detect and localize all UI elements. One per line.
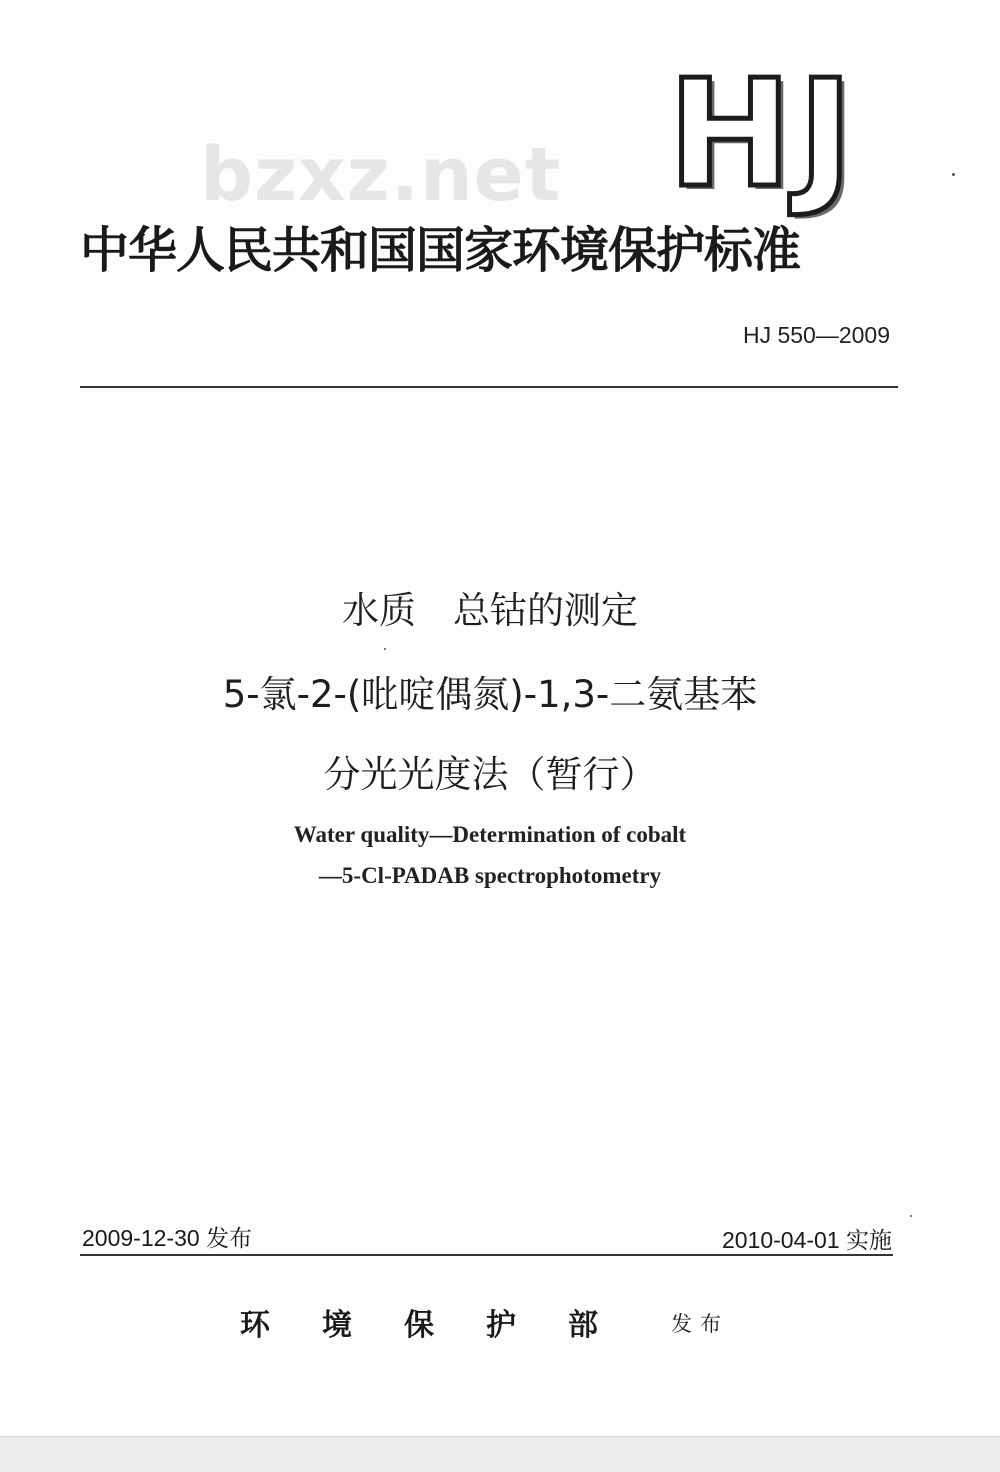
watermark: bzxz.net bbox=[200, 132, 562, 218]
bottom-divider bbox=[80, 1254, 893, 1256]
scan-speck bbox=[384, 648, 386, 650]
scan-speck bbox=[952, 173, 955, 176]
top-divider bbox=[80, 386, 898, 388]
title-cn-line1: 水质 总钴的测定 bbox=[342, 589, 638, 632]
issuer-name: 环境保护部 bbox=[240, 1308, 650, 1343]
title-en-line2: —5-Cl-PADAB spectrophotometry bbox=[318, 863, 662, 888]
org-title: 中华人民共和国国家环境保护标准 bbox=[80, 221, 801, 279]
hj-logo: HJ bbox=[668, 48, 859, 220]
issuer-suffix: 发布 bbox=[671, 1312, 729, 1336]
viewer-footer-band bbox=[0, 1436, 1000, 1472]
implement-date: 2010-04-01 实施 bbox=[721, 1227, 892, 1253]
standard-code: HJ 550—2009 bbox=[742, 322, 890, 348]
title-cn-line3: 分光光度法（暂行） bbox=[323, 753, 657, 796]
publish-date: 2009-12-30 发布 bbox=[82, 1225, 253, 1251]
title-en-line1: Water quality—Determination of cobalt bbox=[293, 822, 687, 847]
scan-speck bbox=[910, 1215, 912, 1217]
title-cn-line2: 5-氯-2-(吡啶偶氮)-1,3-二氨基苯 bbox=[222, 673, 758, 716]
